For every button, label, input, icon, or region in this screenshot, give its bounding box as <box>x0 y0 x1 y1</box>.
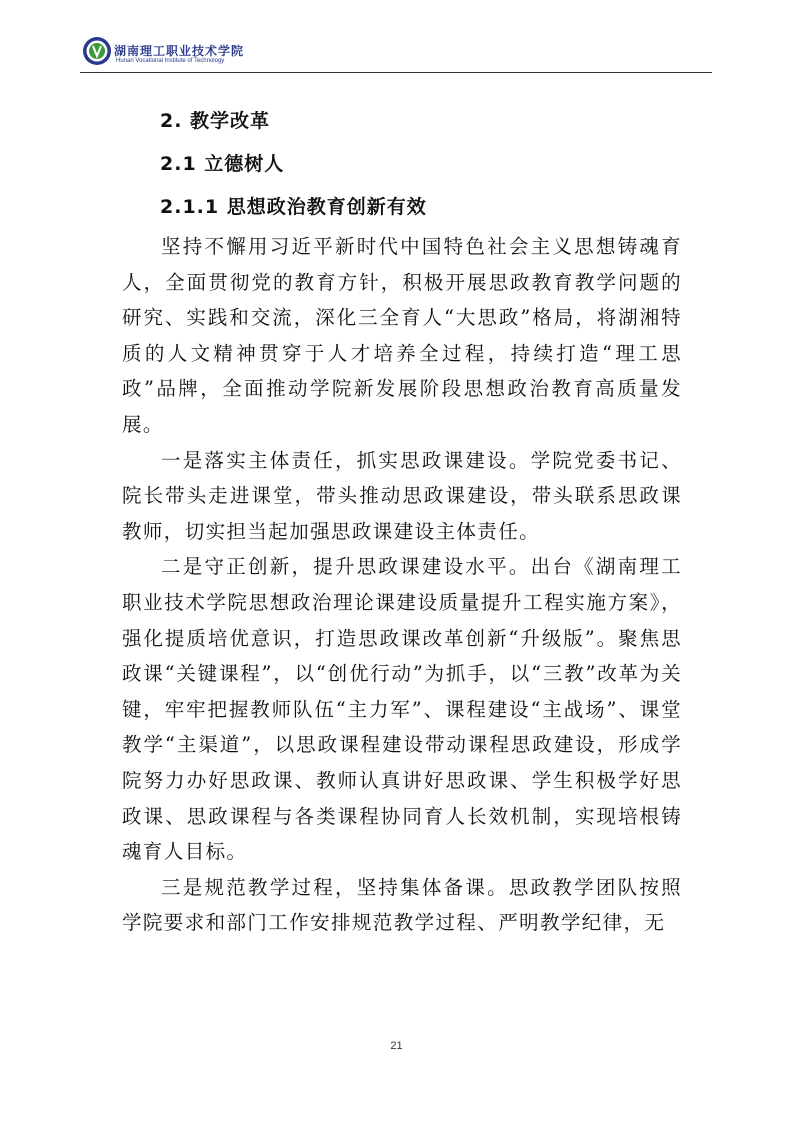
header-divider <box>80 72 712 73</box>
paragraph: 三是规范教学过程，坚持集体备课。思政教学团队按照学院要求和部门工作安排规范教学过程、严明教学纪律，无 <box>122 875 682 935</box>
body-text <box>122 229 682 941</box>
document-body <box>122 100 682 941</box>
school-name-en: Hunan Vocational Institute of Technology <box>116 58 225 64</box>
school-name-cn: 湖南理工职业技术学院 <box>114 44 245 58</box>
paragraph: 二是守正创新，提升思政课建设水平。出台《湖南理工职业技术学院思想政治理论课建设质量提升工程实施方案》，强化提质培优意识，打造思政课改革创新“升级版”。聚焦思政课“关键课程”，以“创优行动”为抓手，以“三教”改革为关键，牢牢把握教师队伍“主力军”、课程建设“主战场”、课堂教学“主渠道”，以思政课程建设带动课程思政建设，形成学院努力办好思政课、教师认真讲好思政课、学生积极学好思政课、思政课程与各类课程协同育人长效机制，实现培根铸魂育人目标。 <box>122 555 682 864</box>
section-heading: 2. 教学改革 <box>160 110 271 132</box>
paragraph: 一是落实主体责任，抓实思政课建设。学院党委书记、院长带头走进课堂，带头推动思政课建设，带头联系思政课教师，切实担当起加强思政课建设主体责任。 <box>122 448 682 543</box>
page-number: 21 <box>390 1040 403 1052</box>
page-header <box>0 0 793 80</box>
subsection-heading: 2.1 立德树人 <box>160 153 285 175</box>
paragraph: 坚持不懈用习近平新时代中国特色社会主义思想铸魂育人，全面贯彻党的教育方针，积极开展思政教育教学问题的研究、实践和交流，深化三全育人“大思政”格局，将湖湘特质的人文精神贯穿于人才培养全过程，持续打造“理工思政”品牌，全面推动学院新发展阶段思想政治教育高质量发展。 <box>122 235 682 436</box>
school-logo-icon <box>82 36 112 66</box>
subsubsection-heading: 2.1.1 思想政治教育创新有效 <box>160 196 427 218</box>
